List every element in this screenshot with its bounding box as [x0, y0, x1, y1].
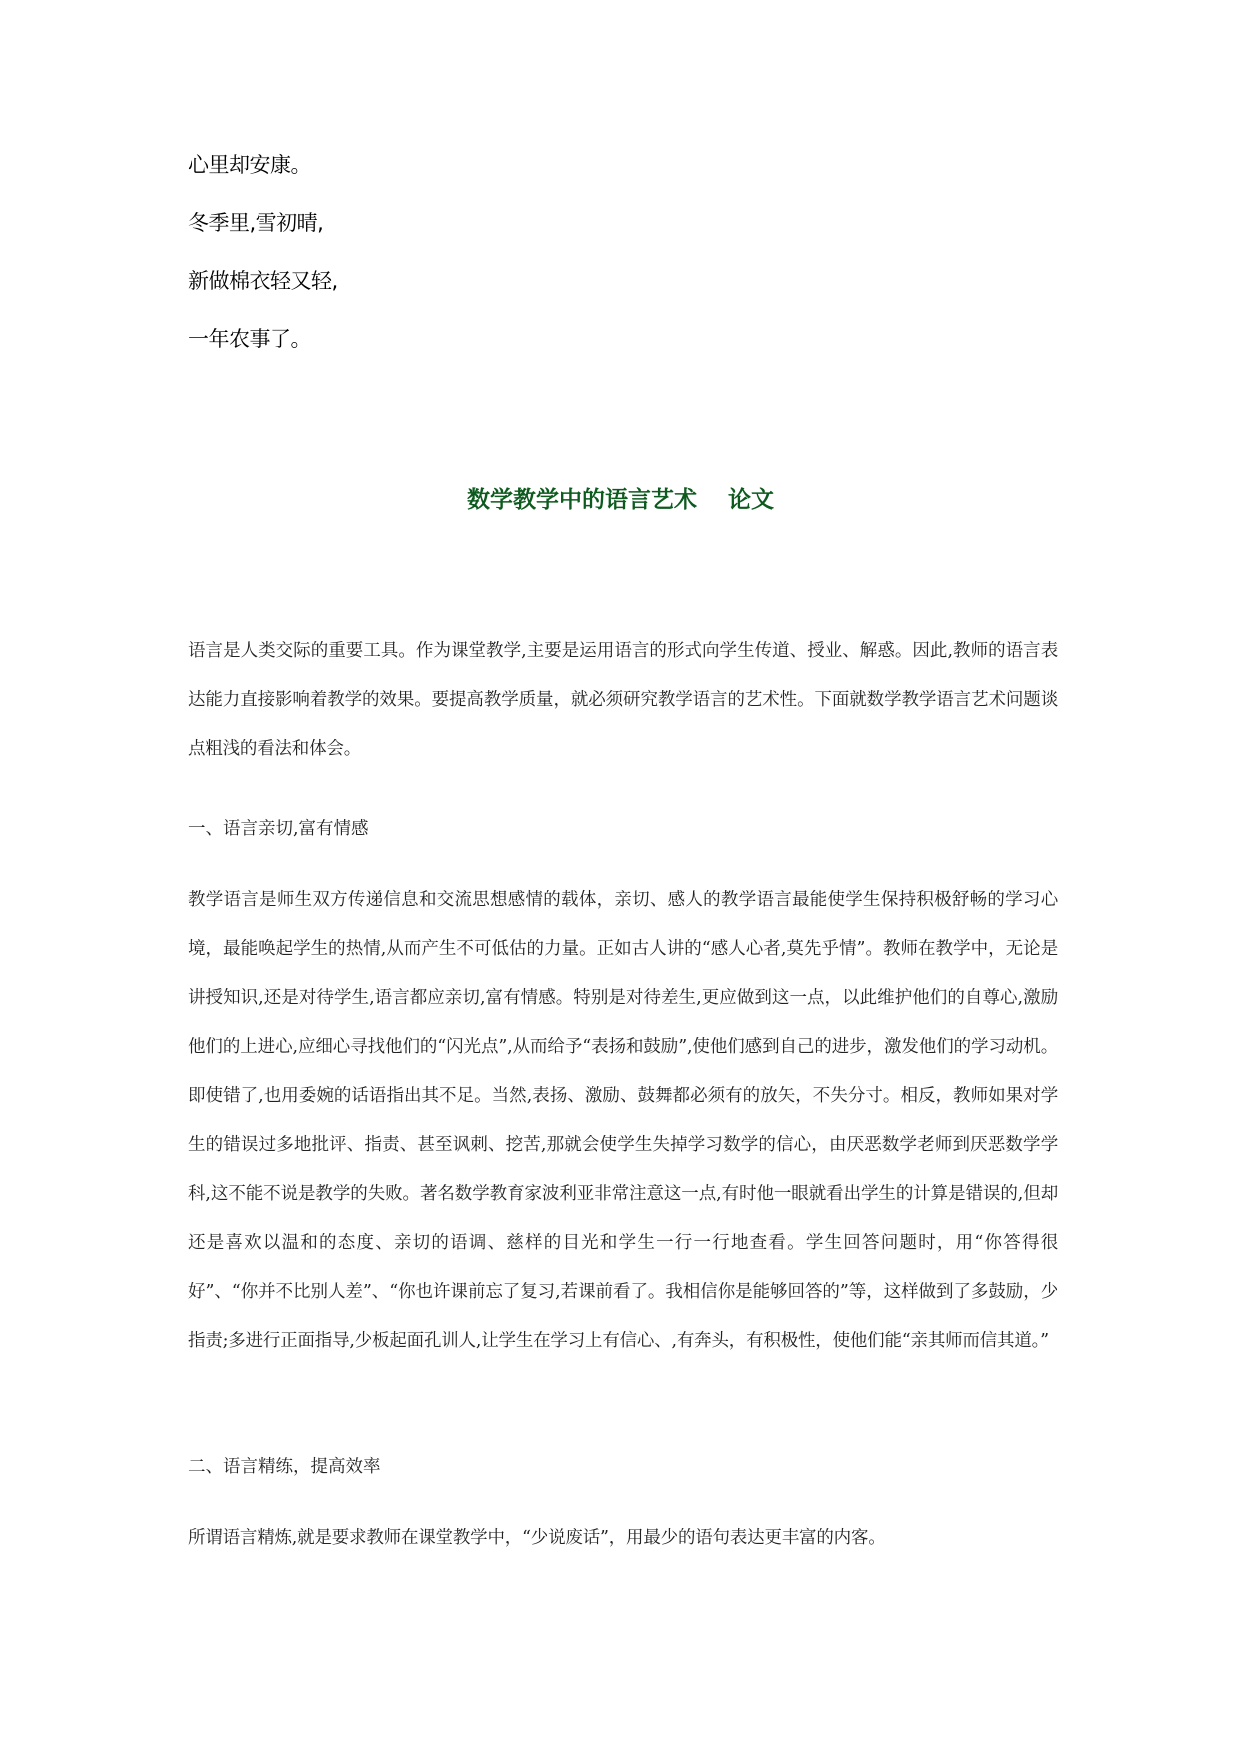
article-title: 数学教学中的语言艺术 论文	[466, 486, 774, 513]
intro-paragraph: 语言是人类交际的重要工具。作为课堂教学,主要是运用语言的形式向学生传道、授业、解惑。因此,教师的语言表达能力直接影响着教学的效果。要提高教学质量，就必须研究教学语言的艺术性。下面就数学教学语言艺术问题谈点粗浅的看法和体会。	[188, 641, 1058, 759]
section-heading-1: 一、语言亲切,富有情感	[188, 819, 369, 839]
poem-line-1: 心里却安康。	[188, 153, 311, 177]
section-body-1: 教学语言是师生双方传递信息和交流思想感情的载体，亲切、感人的教学语言最能使学生保持积极舒畅的学习心境，最能唤起学生的热情,从而产生不可低估的力量。正如古人讲的“感人心者,莫先乎情”。教师在教学中，无论是讲授知识,还是对待学生,语言都应亲切,富有情感。特别是对待差生,更应做到这一点，以此维护他们的自尊心,激励他们的上进心,应细心寻找他们的“闪光点”,从而给予“表扬和鼓励”,使他们感到自己的进步，激发他们的学习动机。即使错了,也用委婉的话语指出其不足。当然,表扬、激励、鼓舞都必须有的放矢，不失分寸。相反，教师如果对学生的错误过多地批评、指责、甚至讽刺、挖苦,那就会使学生失掉学习数学的信心，由厌恶数学老师到厌恶数学学科,这不能不说是教学的失败。著名数学教育家波利亚非常注意这一点,有时他一眼就看出学生的计算是错误的,但却还是喜欢以温和的态度、亲切的语调、慈样的目光和学生一行一行地查看。学生回答问题时，用“你答得很好”、“你并不比别人差”、“你也许课前忘了复习,若课前看了。我相信你是能够回答的”等，这样做到了多鼓励，少指责;多进行正面指导,少板起面孔训人,让学生在学习上有信心、,有奔头，有积极性，使他们能“亲其师而信其道。”	[188, 890, 1058, 1351]
poem-line-2: 冬季里,雪初晴,	[188, 211, 324, 235]
poem-line-4: 一年农事了。	[188, 327, 311, 351]
section-body-2: 所谓语言精炼,就是要求教师在课堂教学中，“少说废话”，用最少的语句表达更丰富的内客。	[188, 1528, 886, 1548]
poem-line-3: 新做棉衣轻又轻,	[188, 269, 338, 293]
section-heading-2: 二、语言精练，提高效率	[188, 1457, 381, 1477]
